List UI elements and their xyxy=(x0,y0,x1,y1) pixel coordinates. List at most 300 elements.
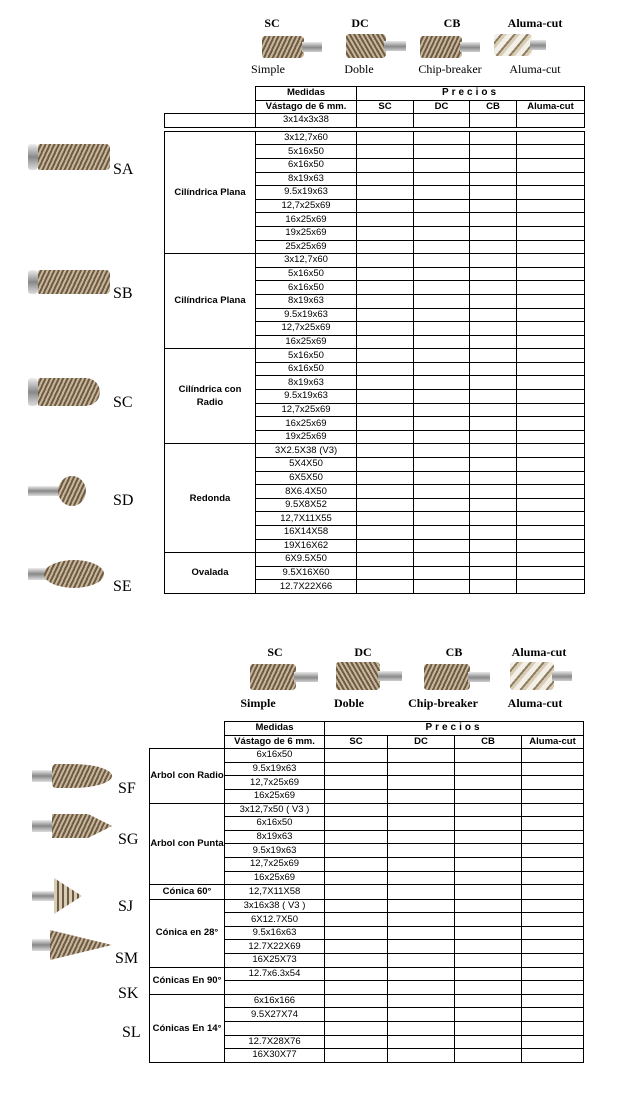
size-cell xyxy=(225,1021,325,1035)
size-cell: 9.5x19x63 xyxy=(225,844,325,858)
size-cell: 6X12.7X50 xyxy=(225,913,325,927)
price-cell xyxy=(357,335,414,349)
category-cell: Cónicas En 90° xyxy=(150,967,225,994)
price-cell xyxy=(470,131,517,145)
price-cell xyxy=(414,267,470,281)
price-cell xyxy=(455,926,522,940)
size-cell: 6x16x50 xyxy=(256,362,357,376)
table-row xyxy=(150,994,584,1008)
price-cell xyxy=(414,566,470,580)
price-cell xyxy=(470,580,517,594)
price-cell xyxy=(517,172,585,186)
price-cell xyxy=(325,913,388,927)
price-cell xyxy=(522,926,584,940)
price-cell xyxy=(517,294,585,308)
size-cell: 12.7X22X69 xyxy=(225,940,325,954)
price-cell xyxy=(470,403,517,417)
size-cell: 16x25x69 xyxy=(225,871,325,885)
tool-image-sa xyxy=(28,144,110,170)
size-cell: 5x16x50 xyxy=(256,267,357,281)
price-cell xyxy=(414,444,470,458)
price-cell xyxy=(522,817,584,831)
price-cell xyxy=(414,390,470,404)
burr-image-simple-2 xyxy=(250,664,318,690)
price-table-1 xyxy=(164,86,585,594)
price-cell xyxy=(414,226,470,240)
price-cell xyxy=(470,114,517,128)
tool-image-sc xyxy=(28,378,100,406)
type-label-doble: Doble xyxy=(344,62,374,76)
header-medidas: Medidas xyxy=(256,87,357,101)
price-cell xyxy=(325,749,388,763)
price-cell xyxy=(517,267,585,281)
price-cell xyxy=(455,994,522,1008)
price-cell xyxy=(325,789,388,803)
size-cell: 6x16x50 xyxy=(256,281,357,295)
size-cell: 12.7X22X66 xyxy=(256,580,357,594)
price-cell xyxy=(388,803,455,817)
price-cell xyxy=(357,444,414,458)
price-cell xyxy=(357,281,414,295)
price-cell xyxy=(517,526,585,540)
price-cell xyxy=(517,199,585,213)
price-cell xyxy=(470,186,517,200)
price-cell xyxy=(414,172,470,186)
price-cell xyxy=(455,762,522,776)
type-header-alumacut: Aluma-cut xyxy=(507,16,563,30)
price-cell xyxy=(517,186,585,200)
price-cell xyxy=(517,390,585,404)
price-cell xyxy=(522,954,584,968)
price-cell xyxy=(517,349,585,363)
table-row xyxy=(165,114,585,128)
price-cell xyxy=(325,926,388,940)
price-cell xyxy=(517,308,585,322)
price-cell xyxy=(470,349,517,363)
price-cell xyxy=(388,1035,455,1049)
size-cell: 8x19x63 xyxy=(256,294,357,308)
price-cell xyxy=(388,817,455,831)
price-cell xyxy=(470,145,517,159)
burr-image-aluma-cut-2 xyxy=(510,662,572,690)
size-cell: 5X4X50 xyxy=(256,458,357,472)
price-cell xyxy=(414,114,470,128)
price-cell xyxy=(517,553,585,567)
price-cell xyxy=(517,458,585,472)
price-cell xyxy=(455,776,522,790)
price-cell xyxy=(522,789,584,803)
price-cell xyxy=(325,857,388,871)
header-price-col: Aluma-cut xyxy=(522,735,584,749)
price-cell xyxy=(470,267,517,281)
price-cell xyxy=(357,349,414,363)
price-cell xyxy=(522,1035,584,1049)
price-cell xyxy=(325,776,388,790)
price-cell xyxy=(357,512,414,526)
size-cell: 12.7X28X76 xyxy=(225,1035,325,1049)
size-cell: 3x12,7x60 xyxy=(256,254,357,268)
price-cell xyxy=(517,566,585,580)
header-price-col: CB xyxy=(470,100,517,114)
price-cell xyxy=(357,308,414,322)
price-cell xyxy=(517,145,585,159)
tool-code-sg: SG xyxy=(118,831,139,848)
price-cell xyxy=(388,926,455,940)
price-cell xyxy=(414,539,470,553)
price-cell xyxy=(455,967,522,981)
price-cell xyxy=(325,1008,388,1022)
tool-code-sd: SD xyxy=(113,492,134,509)
price-cell xyxy=(325,940,388,954)
price-cell xyxy=(522,1021,584,1035)
price-cell xyxy=(522,762,584,776)
price-cell xyxy=(414,335,470,349)
price-cell xyxy=(325,1035,388,1049)
type-label-chip-breaker: Chip-breaker xyxy=(418,62,482,76)
price-cell xyxy=(455,749,522,763)
size-cell: 12,7X11X58 xyxy=(225,885,325,900)
size-cell: 5x16x50 xyxy=(256,349,357,363)
type-label-chip-breaker-2: Chip-breaker xyxy=(408,696,478,710)
size-cell: 16x25x69 xyxy=(225,789,325,803)
price-cell xyxy=(388,749,455,763)
price-cell xyxy=(414,403,470,417)
category-cell: Cónicas En 14° xyxy=(150,994,225,1062)
price-cell xyxy=(388,1049,455,1063)
size-cell: 16X30X77 xyxy=(225,1049,325,1063)
size-cell: 12,7x25x69 xyxy=(256,403,357,417)
price-cell xyxy=(517,485,585,499)
header-price-col: CB xyxy=(455,735,522,749)
price-cell xyxy=(470,566,517,580)
price-cell xyxy=(357,566,414,580)
price-cell xyxy=(357,226,414,240)
price-cell xyxy=(522,1008,584,1022)
price-cell xyxy=(470,226,517,240)
header-precios: Precios xyxy=(325,722,584,736)
price-cell xyxy=(325,762,388,776)
price-cell xyxy=(357,498,414,512)
price-cell xyxy=(522,913,584,927)
size-cell: 3X2.5X38 (V3) xyxy=(256,444,357,458)
price-cell xyxy=(357,430,414,444)
table-row xyxy=(165,349,585,363)
tool-code-sa: SA xyxy=(113,161,134,178)
size-cell: 16x25x69 xyxy=(256,417,357,431)
price-cell xyxy=(522,885,584,900)
price-cell xyxy=(414,526,470,540)
type-header-sc-2: SC xyxy=(267,645,283,659)
price-cell xyxy=(470,254,517,268)
price-cell xyxy=(455,885,522,900)
price-cell xyxy=(325,871,388,885)
price-cell xyxy=(522,844,584,858)
size-cell: 25x25x69 xyxy=(256,240,357,254)
price-cell xyxy=(470,322,517,336)
table-row xyxy=(165,254,585,268)
price-cell xyxy=(388,994,455,1008)
header-spacer xyxy=(150,722,225,736)
price-cell xyxy=(357,376,414,390)
header-price-col: Aluma-cut xyxy=(517,100,585,114)
price-cell xyxy=(455,1021,522,1035)
table-row xyxy=(165,131,585,145)
price-cell xyxy=(455,1035,522,1049)
size-cell: 12.7x6.3x54 xyxy=(225,967,325,981)
type-header-dc: DC xyxy=(351,16,369,30)
type-label-simple: Simple xyxy=(250,62,285,76)
price-cell xyxy=(522,981,584,995)
price-cell xyxy=(455,830,522,844)
price-cell xyxy=(455,789,522,803)
price-cell xyxy=(357,254,414,268)
price-cell xyxy=(470,308,517,322)
category-cell: Cónica en 28° xyxy=(150,899,225,967)
type-label-doble-2: Doble xyxy=(334,696,364,710)
price-cell xyxy=(470,390,517,404)
tool-code-sj: SJ xyxy=(118,898,134,915)
price-cell xyxy=(517,213,585,227)
price-cell xyxy=(470,444,517,458)
price-cell xyxy=(357,322,414,336)
price-cell xyxy=(357,458,414,472)
price-cell xyxy=(325,803,388,817)
size-cell: 12,7x25x69 xyxy=(225,857,325,871)
price-cell xyxy=(414,145,470,159)
price-cell xyxy=(517,417,585,431)
type-label-aluma-cut-2: Aluma-cut xyxy=(507,696,563,710)
size-cell: 6x16x166 xyxy=(225,994,325,1008)
category-cell: Ovalada xyxy=(165,553,256,594)
price-cell xyxy=(455,871,522,885)
tool-code-sc: SC xyxy=(113,394,133,411)
price-cell xyxy=(455,817,522,831)
price-cell xyxy=(325,844,388,858)
price-cell xyxy=(414,580,470,594)
price-cell xyxy=(414,430,470,444)
size-cell: 6x16x50 xyxy=(225,817,325,831)
price-cell xyxy=(357,539,414,553)
size-cell: 3x12,7x50 ( V3 ) xyxy=(225,803,325,817)
price-cell xyxy=(414,417,470,431)
price-cell xyxy=(357,199,414,213)
price-cell xyxy=(517,444,585,458)
price-cell xyxy=(357,145,414,159)
price-cell xyxy=(388,940,455,954)
size-cell: 12,7X11X55 xyxy=(256,512,357,526)
price-cell xyxy=(357,580,414,594)
price-cell xyxy=(414,471,470,485)
price-cell xyxy=(325,1049,388,1063)
price-cell xyxy=(357,114,414,128)
size-cell: 3x16x38 ( V3 ) xyxy=(225,899,325,913)
price-cell xyxy=(470,172,517,186)
price-cell xyxy=(414,349,470,363)
price-cell xyxy=(470,539,517,553)
price-cell xyxy=(470,417,517,431)
price-cell xyxy=(522,749,584,763)
price-cell xyxy=(522,871,584,885)
burr-image-doble-2 xyxy=(336,662,402,690)
price-cell xyxy=(357,213,414,227)
price-cell xyxy=(517,158,585,172)
price-cell xyxy=(455,1008,522,1022)
price-cell xyxy=(388,871,455,885)
header-price-col: DC xyxy=(388,735,455,749)
price-cell xyxy=(388,844,455,858)
size-cell: 19x25x69 xyxy=(256,430,357,444)
price-cell xyxy=(325,899,388,913)
price-cell xyxy=(522,830,584,844)
price-cell xyxy=(325,994,388,1008)
price-cell xyxy=(357,390,414,404)
price-cell xyxy=(357,417,414,431)
type-header-alumacut-2: Aluma-cut xyxy=(511,645,567,659)
size-cell: 9.5x19x63 xyxy=(225,762,325,776)
price-cell xyxy=(470,158,517,172)
price-cell xyxy=(517,362,585,376)
header-price-col: SC xyxy=(325,735,388,749)
type-label-simple-2: Simple xyxy=(240,696,276,710)
price-cell xyxy=(522,940,584,954)
price-cell xyxy=(455,803,522,817)
table-row xyxy=(165,444,585,458)
price-cell xyxy=(455,844,522,858)
price-cell xyxy=(470,376,517,390)
header-precios: Precios xyxy=(357,87,585,101)
price-cell xyxy=(470,240,517,254)
price-cell xyxy=(325,817,388,831)
price-cell xyxy=(388,857,455,871)
burr-image-doble xyxy=(346,34,406,58)
tool-image-sd xyxy=(28,476,86,506)
category-cell: Redonda xyxy=(165,444,256,553)
tool-code-sk: SK xyxy=(118,985,139,1002)
size-cell: 3x12,7x60 xyxy=(256,131,357,145)
price-cell xyxy=(470,526,517,540)
price-cell xyxy=(414,131,470,145)
table-row xyxy=(150,749,584,763)
price-cell xyxy=(522,994,584,1008)
price-cell xyxy=(470,553,517,567)
type-header-cb-2: CB xyxy=(445,645,463,659)
price-cell xyxy=(470,335,517,349)
price-cell xyxy=(470,213,517,227)
type-header-dc-2: DC xyxy=(354,645,372,659)
price-cell xyxy=(517,539,585,553)
price-cell xyxy=(388,954,455,968)
price-cell xyxy=(455,940,522,954)
header-spacer xyxy=(165,100,256,114)
tool-code-sf: SF xyxy=(118,780,136,797)
price-cell xyxy=(522,967,584,981)
size-cell: 6x16x50 xyxy=(225,749,325,763)
price-cell xyxy=(414,485,470,499)
type-header-sc: SC xyxy=(264,16,280,30)
size-cell: 16X14X58 xyxy=(256,526,357,540)
price-cell xyxy=(325,1021,388,1035)
tool-code-se: SE xyxy=(113,578,132,595)
price-cell xyxy=(357,267,414,281)
price-cell xyxy=(517,254,585,268)
size-cell: 19X16X62 xyxy=(256,539,357,553)
price-cell xyxy=(388,913,455,927)
price-cell xyxy=(470,281,517,295)
price-cell xyxy=(455,913,522,927)
price-cell xyxy=(517,376,585,390)
price-cell xyxy=(522,1049,584,1063)
price-cell xyxy=(522,803,584,817)
size-cell: 16x25x69 xyxy=(256,335,357,349)
tool-image-sf xyxy=(32,764,112,788)
size-cell: 3x14x3x38 xyxy=(256,114,357,128)
price-cell xyxy=(357,158,414,172)
price-cell xyxy=(455,981,522,995)
price-cell xyxy=(388,899,455,913)
category-cell xyxy=(165,114,256,128)
burr-image-aluma-cut xyxy=(494,34,546,56)
type-header-cb: CB xyxy=(443,16,461,30)
price-cell xyxy=(522,899,584,913)
size-cell: 8X6.4X50 xyxy=(256,485,357,499)
size-cell: 8x19x63 xyxy=(256,172,357,186)
size-cell: 16X25X73 xyxy=(225,954,325,968)
price-cell xyxy=(470,458,517,472)
price-cell xyxy=(325,885,388,900)
price-cell xyxy=(414,186,470,200)
price-cell xyxy=(357,186,414,200)
price-cell xyxy=(470,485,517,499)
tool-image-se xyxy=(28,560,104,588)
price-cell xyxy=(455,899,522,913)
category-cell: Cilíndrica Plana xyxy=(165,131,256,253)
tool-code-sb: SB xyxy=(113,285,133,302)
price-cell xyxy=(414,512,470,526)
burr-image-simple xyxy=(262,36,322,58)
header-price-col: SC xyxy=(357,100,414,114)
price-cell xyxy=(517,114,585,128)
price-cell xyxy=(414,458,470,472)
size-cell: 9.5x19x63 xyxy=(256,308,357,322)
header-price-col: DC xyxy=(414,100,470,114)
size-cell: 9.5x19x63 xyxy=(256,390,357,404)
price-cell xyxy=(414,362,470,376)
price-cell xyxy=(517,322,585,336)
price-cell xyxy=(470,294,517,308)
header-spacer xyxy=(165,87,256,101)
table-row xyxy=(150,899,584,913)
price-cell xyxy=(414,294,470,308)
category-cell: Cilíndrica Plana xyxy=(165,254,256,349)
price-cell xyxy=(470,471,517,485)
tool-image-sm xyxy=(32,930,112,960)
price-cell xyxy=(357,526,414,540)
price-cell xyxy=(388,967,455,981)
tool-image-sj xyxy=(32,878,82,914)
size-cell: 6X5X50 xyxy=(256,471,357,485)
price-cell xyxy=(517,498,585,512)
price-cell xyxy=(414,281,470,295)
price-cell xyxy=(357,294,414,308)
price-cell xyxy=(517,335,585,349)
size-cell: 12,7x25x69 xyxy=(256,199,357,213)
header-vastago: Vástago de 6 mm. xyxy=(256,100,357,114)
size-cell: 8x19x63 xyxy=(225,830,325,844)
price-cell xyxy=(357,471,414,485)
size-cell: 9.5X8X52 xyxy=(256,498,357,512)
size-cell: 9.5x19x63 xyxy=(256,186,357,200)
price-cell xyxy=(470,430,517,444)
